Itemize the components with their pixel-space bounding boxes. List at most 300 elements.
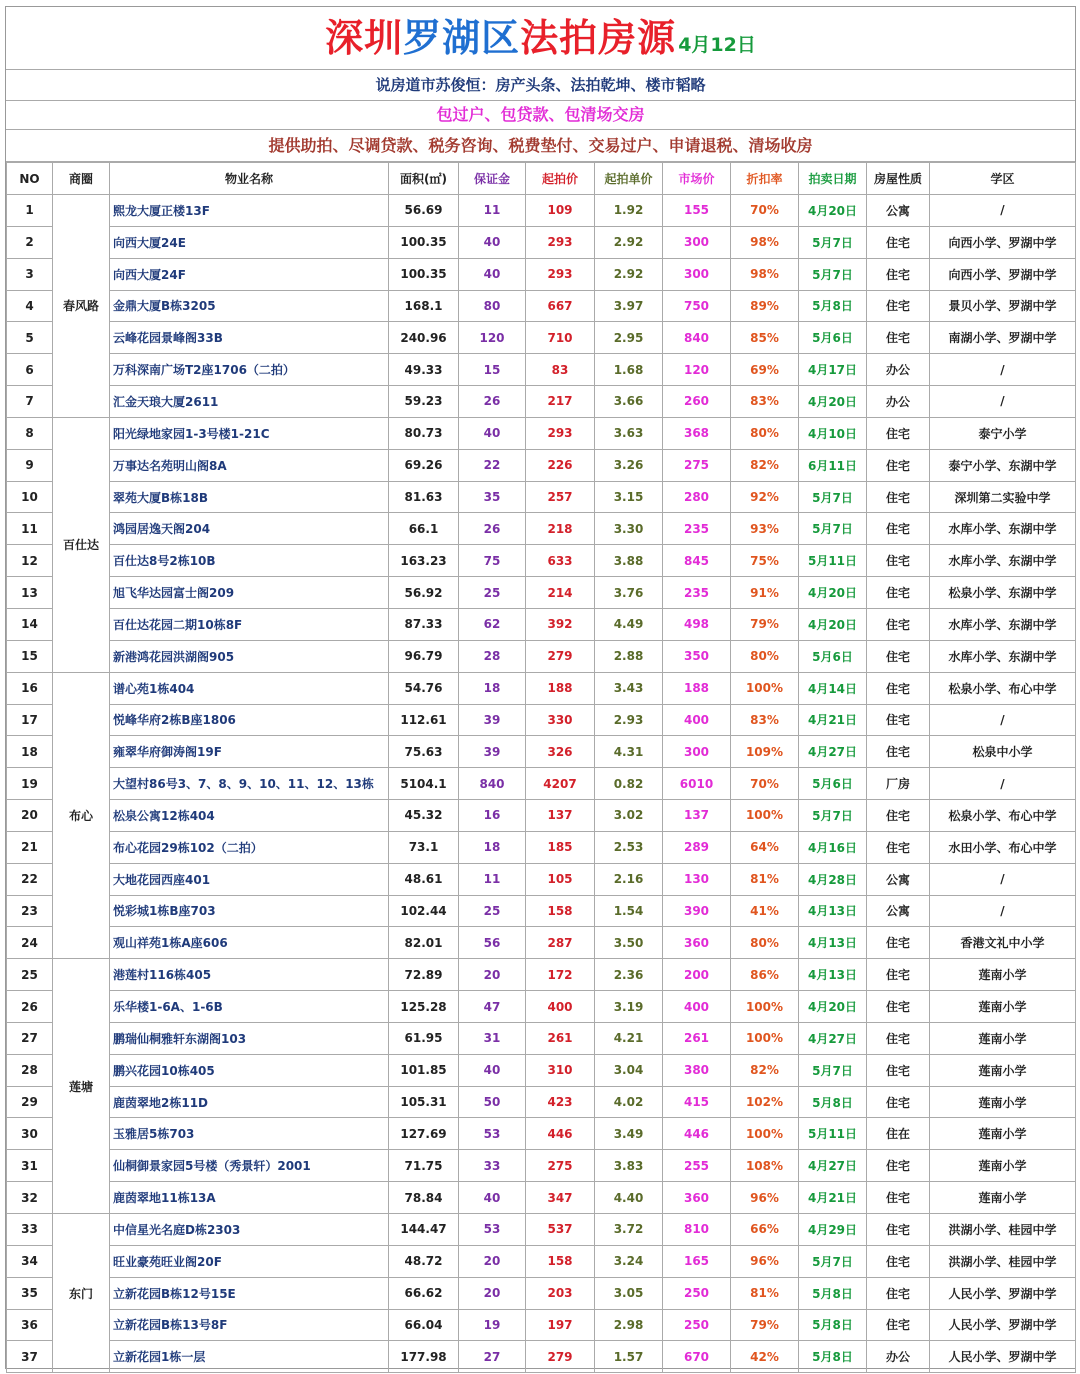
- market-price: 235: [663, 513, 731, 545]
- deposit: 16: [459, 800, 526, 832]
- deposit: 22: [459, 449, 526, 481]
- unit-price: 3.02: [595, 800, 663, 832]
- start-price: 633: [526, 545, 595, 577]
- property-name: 百仕达花园二期10栋8F: [110, 608, 389, 640]
- market-price: 498: [663, 608, 731, 640]
- property-name: 立新花园B栋12号15E: [110, 1277, 389, 1309]
- property-type: 办公: [867, 354, 930, 386]
- property-type: 住宅: [867, 736, 930, 768]
- discount-rate: 100%: [731, 1118, 799, 1150]
- discount-rate: 79%: [731, 608, 799, 640]
- deposit: 20: [459, 1245, 526, 1277]
- auction-date: 4月27日: [799, 736, 867, 768]
- auction-date: 5月7日: [799, 226, 867, 258]
- market-price: 400: [663, 991, 731, 1023]
- auction-date: 4月14日: [799, 672, 867, 704]
- property-name: 云峰花园景峰阁33B: [110, 322, 389, 354]
- market-price: 360: [663, 927, 731, 959]
- row-no: 4: [7, 290, 53, 322]
- row-no: 26: [7, 991, 53, 1023]
- unit-price: 4.02: [595, 1086, 663, 1118]
- listing-table: [6, 162, 1076, 1373]
- area: 56.69: [389, 195, 459, 227]
- discount-rate: 98%: [731, 226, 799, 258]
- school-district: 水库小学、东湖中学: [930, 513, 1076, 545]
- table-row: [7, 226, 1076, 258]
- deposit: 53: [459, 1214, 526, 1246]
- property-type: 住宅: [867, 800, 930, 832]
- property-type: 住宅: [867, 1277, 930, 1309]
- start-price: 197: [526, 1309, 595, 1341]
- auction-date: 4月20日: [799, 608, 867, 640]
- deposit: 18: [459, 672, 526, 704]
- auction-date: 4月13日: [799, 927, 867, 959]
- property-name: 百仕达8号2栋10B: [110, 545, 389, 577]
- start-price: 330: [526, 704, 595, 736]
- property-type: 住宅: [867, 704, 930, 736]
- deposit: 40: [459, 226, 526, 258]
- school-district: 深圳第二实验中学: [930, 481, 1076, 513]
- table-row: [7, 1054, 1076, 1086]
- table-row: [7, 1118, 1076, 1150]
- start-price: 137: [526, 800, 595, 832]
- market-price: 300: [663, 736, 731, 768]
- header-start-price: 起拍价: [526, 163, 595, 195]
- discount-rate: 79%: [731, 1309, 799, 1341]
- property-name: 阳光绿地家园1-3号楼1-21C: [110, 417, 389, 449]
- unit-price: 3.72: [595, 1214, 663, 1246]
- auction-date: 4月21日: [799, 1182, 867, 1214]
- property-name: 金鼎大厦B栋3205: [110, 290, 389, 322]
- market-price: 200: [663, 959, 731, 991]
- auction-date: 5月7日: [799, 1054, 867, 1086]
- property-type: 住宅: [867, 959, 930, 991]
- property-type: 住宅: [867, 672, 930, 704]
- unit-price: 2.92: [595, 226, 663, 258]
- auction-date: 5月8日: [799, 1086, 867, 1118]
- discount-rate: 96%: [731, 1245, 799, 1277]
- auction-date: 5月7日: [799, 481, 867, 513]
- property-name: 谱心苑1栋404: [110, 672, 389, 704]
- discount-rate: 86%: [731, 959, 799, 991]
- deposit: 50: [459, 1086, 526, 1118]
- deposit: 31: [459, 1022, 526, 1054]
- table-row: [7, 322, 1076, 354]
- start-price: 537: [526, 1214, 595, 1246]
- property-name: 旭飞华达园富士阁209: [110, 577, 389, 609]
- auction-date: 4月21日: [799, 704, 867, 736]
- market-price: 446: [663, 1118, 731, 1150]
- property-type: 住宅: [867, 1022, 930, 1054]
- deposit: 20: [459, 959, 526, 991]
- auction-date: 4月13日: [799, 895, 867, 927]
- auction-date: 5月8日: [799, 1277, 867, 1309]
- deposit: 39: [459, 704, 526, 736]
- property-type: 办公: [867, 1341, 930, 1373]
- unit-price: 3.43: [595, 672, 663, 704]
- property-type: 住宅: [867, 545, 930, 577]
- market-price: 400: [663, 704, 731, 736]
- auction-date: 4月20日: [799, 577, 867, 609]
- row-no: 24: [7, 927, 53, 959]
- start-price: 257: [526, 481, 595, 513]
- unit-price: 3.63: [595, 417, 663, 449]
- school-district: 松泉中小学: [930, 736, 1076, 768]
- row-no: 23: [7, 895, 53, 927]
- deposit: 47: [459, 991, 526, 1023]
- start-price: 214: [526, 577, 595, 609]
- row-no: 1: [7, 195, 53, 227]
- row-no: 34: [7, 1245, 53, 1277]
- area: 78.84: [389, 1182, 459, 1214]
- table-row: [7, 1309, 1076, 1341]
- table-row: [7, 577, 1076, 609]
- area: 66.04: [389, 1309, 459, 1341]
- table-row: [7, 290, 1076, 322]
- auction-date: 4月20日: [799, 195, 867, 227]
- row-no: 12: [7, 545, 53, 577]
- discount-rate: 83%: [731, 704, 799, 736]
- discount-rate: 81%: [731, 863, 799, 895]
- school-district: 莲南小学: [930, 1086, 1076, 1118]
- title-district: 罗湖区: [403, 16, 521, 60]
- deposit: 62: [459, 608, 526, 640]
- property-type: 办公: [867, 386, 930, 418]
- discount-rate: 100%: [731, 991, 799, 1023]
- area: 59.23: [389, 386, 459, 418]
- table-row: [7, 386, 1076, 418]
- school-district: 松泉小学、布心中学: [930, 672, 1076, 704]
- discount-rate: 102%: [731, 1086, 799, 1118]
- market-price: 155: [663, 195, 731, 227]
- row-no: 31: [7, 1150, 53, 1182]
- school-district: 莲南小学: [930, 1054, 1076, 1086]
- discount-rate: 70%: [731, 768, 799, 800]
- auction-date: 5月8日: [799, 290, 867, 322]
- school-district: 松泉小学、布心中学: [930, 800, 1076, 832]
- start-price: 158: [526, 895, 595, 927]
- property-type: 住宅: [867, 608, 930, 640]
- area: 101.85: [389, 1054, 459, 1086]
- discount-rate: 91%: [731, 577, 799, 609]
- start-price: 83: [526, 354, 595, 386]
- market-price: 368: [663, 417, 731, 449]
- deposit: 33: [459, 1150, 526, 1182]
- table-row: [7, 195, 1076, 227]
- deposit: 26: [459, 386, 526, 418]
- discount-rate: 96%: [731, 1182, 799, 1214]
- auction-date: 4月10日: [799, 417, 867, 449]
- area: 80.73: [389, 417, 459, 449]
- auction-date: 4月16日: [799, 831, 867, 863]
- school-district: 人民小学、罗湖中学: [930, 1277, 1076, 1309]
- market-price: 845: [663, 545, 731, 577]
- start-price: 188: [526, 672, 595, 704]
- guarantee-line: 包过户、包贷款、包清场交房: [6, 101, 1075, 130]
- area: 66.62: [389, 1277, 459, 1309]
- start-price: 275: [526, 1150, 595, 1182]
- area: 54.76: [389, 672, 459, 704]
- market-price: 750: [663, 290, 731, 322]
- property-name: 新港鸿花园洪湖阁905: [110, 640, 389, 672]
- table-row: [7, 800, 1076, 832]
- table-row: [7, 481, 1076, 513]
- deposit: 25: [459, 577, 526, 609]
- school-district: 南湖小学、罗湖中学: [930, 322, 1076, 354]
- start-price: 287: [526, 927, 595, 959]
- auction-date: 5月8日: [799, 1341, 867, 1373]
- row-no: 30: [7, 1118, 53, 1150]
- school-district: 香港文礼中小学: [930, 927, 1076, 959]
- header-district: 商圈: [53, 163, 110, 195]
- property-name: 悦峰华府2栋B座1806: [110, 704, 389, 736]
- start-price: 667: [526, 290, 595, 322]
- unit-price: 4.21: [595, 1022, 663, 1054]
- area: 240.96: [389, 322, 459, 354]
- property-type: 厂房: [867, 768, 930, 800]
- deposit: 19: [459, 1309, 526, 1341]
- property-name: 港莲村116栋405: [110, 959, 389, 991]
- row-no: 13: [7, 577, 53, 609]
- area: 45.32: [389, 800, 459, 832]
- row-no: 2: [7, 226, 53, 258]
- market-price: 250: [663, 1309, 731, 1341]
- auction-date: 5月6日: [799, 640, 867, 672]
- area: 5104.1: [389, 768, 459, 800]
- start-price: 226: [526, 449, 595, 481]
- header-area: 面积(㎡): [389, 163, 459, 195]
- property-type: 住宅: [867, 640, 930, 672]
- row-no: 27: [7, 1022, 53, 1054]
- title-subject: 法拍房源: [520, 16, 677, 60]
- row-no: 21: [7, 831, 53, 863]
- unit-price: 3.15: [595, 481, 663, 513]
- school-district: 泰宁小学、东湖中学: [930, 449, 1076, 481]
- table-row: [7, 1341, 1076, 1373]
- header-school: 学区: [930, 163, 1076, 195]
- market-price: 300: [663, 226, 731, 258]
- school-district: 莲南小学: [930, 1118, 1076, 1150]
- unit-price: 2.93: [595, 704, 663, 736]
- property-name: 乐华楼1-6A、1-6B: [110, 991, 389, 1023]
- property-type: 住宅: [867, 226, 930, 258]
- property-type: 住宅: [867, 513, 930, 545]
- start-price: 217: [526, 386, 595, 418]
- school-district: /: [930, 863, 1076, 895]
- market-price: 137: [663, 800, 731, 832]
- property-name: 松泉公寓12栋404: [110, 800, 389, 832]
- start-price: 347: [526, 1182, 595, 1214]
- deposit: 25: [459, 895, 526, 927]
- start-price: 203: [526, 1277, 595, 1309]
- table-row: [7, 1086, 1076, 1118]
- row-no: 19: [7, 768, 53, 800]
- market-price: 261: [663, 1022, 731, 1054]
- deposit: 20: [459, 1277, 526, 1309]
- area: 82.01: [389, 927, 459, 959]
- school-district: 向西小学、罗湖中学: [930, 226, 1076, 258]
- table-row: [7, 1214, 1076, 1246]
- property-name: 大望村86号3、7、8、9、10、11、12、13栋: [110, 768, 389, 800]
- property-name: 悦彩城1栋B座703: [110, 895, 389, 927]
- auction-date: 4月27日: [799, 1022, 867, 1054]
- table-row: [7, 545, 1076, 577]
- market-price: 120: [663, 354, 731, 386]
- property-name: 向西大厦24F: [110, 258, 389, 290]
- area: 48.61: [389, 863, 459, 895]
- row-no: 32: [7, 1182, 53, 1214]
- property-type: 住宅: [867, 927, 930, 959]
- school-district: 向西小学、罗湖中学: [930, 258, 1076, 290]
- property-name: 鸿园居逸天阁204: [110, 513, 389, 545]
- unit-price: 3.49: [595, 1118, 663, 1150]
- property-name: 大地花园西座401: [110, 863, 389, 895]
- discount-rate: 82%: [731, 1054, 799, 1086]
- table-row: [7, 895, 1076, 927]
- discount-rate: 83%: [731, 386, 799, 418]
- discount-rate: 92%: [731, 481, 799, 513]
- market-price: 300: [663, 258, 731, 290]
- property-name: 旺业豪苑旺业阁20F: [110, 1245, 389, 1277]
- unit-price: 2.88: [595, 640, 663, 672]
- market-price: 360: [663, 1182, 731, 1214]
- discount-rate: 80%: [731, 927, 799, 959]
- market-price: 840: [663, 322, 731, 354]
- auction-date: 5月7日: [799, 800, 867, 832]
- table-row: [7, 449, 1076, 481]
- table-row: [7, 1245, 1076, 1277]
- discount-rate: 100%: [731, 672, 799, 704]
- area: 125.28: [389, 991, 459, 1023]
- property-type: 住宅: [867, 1054, 930, 1086]
- property-name: 鹏兴花园10栋405: [110, 1054, 389, 1086]
- market-price: 275: [663, 449, 731, 481]
- area: 102.44: [389, 895, 459, 927]
- deposit: 40: [459, 1182, 526, 1214]
- discount-rate: 66%: [731, 1214, 799, 1246]
- unit-price: 3.88: [595, 545, 663, 577]
- school-district: 莲南小学: [930, 1182, 1076, 1214]
- district-cell: 东门: [53, 1214, 110, 1373]
- property-name: 鹿茵翠地2栋11D: [110, 1086, 389, 1118]
- discount-rate: 100%: [731, 1022, 799, 1054]
- market-price: 250: [663, 1277, 731, 1309]
- property-name: 汇金天琅大厦2611: [110, 386, 389, 418]
- market-price: 390: [663, 895, 731, 927]
- area: 56.92: [389, 577, 459, 609]
- area: 72.89: [389, 959, 459, 991]
- deposit: 40: [459, 1054, 526, 1086]
- discount-rate: 98%: [731, 258, 799, 290]
- deposit: 18: [459, 831, 526, 863]
- school-district: /: [930, 768, 1076, 800]
- listing-rows: [7, 163, 1076, 1373]
- services-line: 提供助拍、尽调贷款、税务咨询、税费垫付、交易过户、申请退税、清场收房: [6, 130, 1075, 162]
- area: 168.1: [389, 290, 459, 322]
- discount-rate: 89%: [731, 290, 799, 322]
- deposit: 39: [459, 736, 526, 768]
- table-row: [7, 417, 1076, 449]
- start-price: 172: [526, 959, 595, 991]
- unit-price: 3.05: [595, 1277, 663, 1309]
- property-name: 玉雅居5栋703: [110, 1118, 389, 1150]
- deposit: 40: [459, 417, 526, 449]
- property-name: 熙龙大厦正楼13F: [110, 195, 389, 227]
- discount-rate: 42%: [731, 1341, 799, 1373]
- deposit: 27: [459, 1341, 526, 1373]
- school-district: 洪湖小学、桂园中学: [930, 1214, 1076, 1246]
- row-no: 17: [7, 704, 53, 736]
- property-type: 住在: [867, 1118, 930, 1150]
- market-price: 235: [663, 577, 731, 609]
- table-row: [7, 672, 1076, 704]
- auction-sheet: [5, 6, 1076, 1369]
- property-type: 住宅: [867, 1245, 930, 1277]
- market-price: 415: [663, 1086, 731, 1118]
- start-price: 109: [526, 195, 595, 227]
- area: 73.1: [389, 831, 459, 863]
- school-district: /: [930, 386, 1076, 418]
- property-name: 中信星光名庭D栋2303: [110, 1214, 389, 1246]
- discount-rate: 109%: [731, 736, 799, 768]
- row-no: 11: [7, 513, 53, 545]
- school-district: 水库小学、东湖中学: [930, 608, 1076, 640]
- start-price: 105: [526, 863, 595, 895]
- unit-price: 2.36: [595, 959, 663, 991]
- deposit: 120: [459, 322, 526, 354]
- row-no: 8: [7, 417, 53, 449]
- row-no: 9: [7, 449, 53, 481]
- unit-price: 2.98: [595, 1309, 663, 1341]
- market-price: 260: [663, 386, 731, 418]
- table-row: [7, 959, 1076, 991]
- unit-price: 1.92: [595, 195, 663, 227]
- auction-date: 4月29日: [799, 1214, 867, 1246]
- unit-price: 4.31: [595, 736, 663, 768]
- header-deposit: 保证金: [459, 163, 526, 195]
- area: 66.1: [389, 513, 459, 545]
- auction-date: 5月7日: [799, 1245, 867, 1277]
- discount-rate: 70%: [731, 195, 799, 227]
- market-price: 6010: [663, 768, 731, 800]
- area: 71.75: [389, 1150, 459, 1182]
- unit-price: 1.68: [595, 354, 663, 386]
- unit-price: 2.92: [595, 258, 663, 290]
- row-no: 16: [7, 672, 53, 704]
- property-name: 鹏瑞仙桐雅轩东湖阁103: [110, 1022, 389, 1054]
- row-no: 5: [7, 322, 53, 354]
- auction-date: 5月11日: [799, 545, 867, 577]
- area: 69.26: [389, 449, 459, 481]
- school-district: 莲南小学: [930, 991, 1076, 1023]
- school-district: 洪湖小学、桂园中学: [930, 1245, 1076, 1277]
- school-district: 人民小学、罗湖中学: [930, 1341, 1076, 1373]
- discount-rate: 85%: [731, 322, 799, 354]
- start-price: 218: [526, 513, 595, 545]
- market-price: 165: [663, 1245, 731, 1277]
- page-title: [6, 7, 1075, 70]
- market-price: 280: [663, 481, 731, 513]
- start-price: 710: [526, 322, 595, 354]
- row-no: 3: [7, 258, 53, 290]
- property-type: 住宅: [867, 322, 930, 354]
- row-no: 36: [7, 1309, 53, 1341]
- school-district: /: [930, 354, 1076, 386]
- property-type: 住宅: [867, 577, 930, 609]
- area: 100.35: [389, 258, 459, 290]
- start-price: 423: [526, 1086, 595, 1118]
- table-row: [7, 608, 1076, 640]
